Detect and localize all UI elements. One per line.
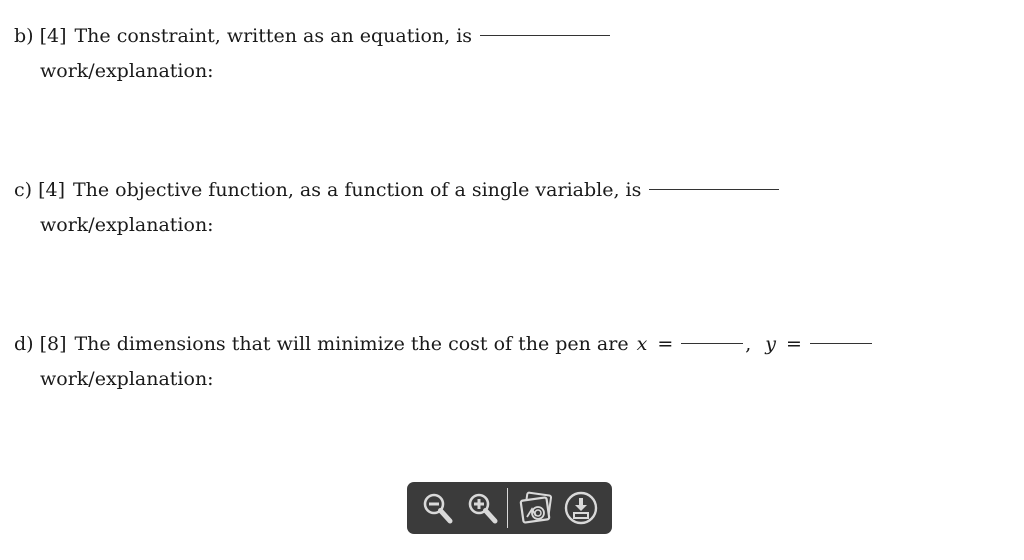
equals-sign-x: = <box>657 333 674 355</box>
viewer-toolbar <box>407 482 612 534</box>
question-points: [4] <box>38 179 65 201</box>
question-d <box>14 332 872 356</box>
equals-sign-y: = <box>786 333 802 355</box>
work-label-d: work/explanation: <box>40 368 214 390</box>
answer-blank-x <box>681 342 743 344</box>
photos-button[interactable] <box>514 485 559 531</box>
save-button[interactable] <box>559 485 604 531</box>
work-label-c: work/explanation: <box>40 214 214 236</box>
magnifier-minus-icon <box>421 491 455 525</box>
question-label: d) <box>14 333 34 355</box>
question-b <box>14 24 610 48</box>
question-text: The objective function, as a function of a single variable, is <box>72 179 642 201</box>
zoom-in-button[interactable] <box>460 485 505 531</box>
download-icon <box>563 490 599 526</box>
photo-stack-icon <box>517 489 555 527</box>
answer-blank <box>480 34 610 36</box>
question-text: The dimensions that will minimize the cost of the pen are <box>74 333 629 355</box>
answer-blank <box>649 188 779 190</box>
question-points: [4] <box>39 25 67 47</box>
question-points: [8] <box>39 333 67 355</box>
answer-blank-y <box>810 342 872 344</box>
question-label: c) <box>14 179 33 201</box>
question-label: b) <box>14 25 34 47</box>
question-c <box>14 178 779 202</box>
variable-x: x <box>636 333 648 355</box>
variable-y: y <box>765 333 777 355</box>
question-text: The constraint, written as an equation, is <box>74 25 473 47</box>
toolbar-separator <box>507 488 508 528</box>
zoom-out-button[interactable] <box>415 485 460 531</box>
comma: , <box>745 333 752 355</box>
magnifier-plus-icon <box>466 491 500 525</box>
work-label-b: work/explanation: <box>40 60 214 82</box>
